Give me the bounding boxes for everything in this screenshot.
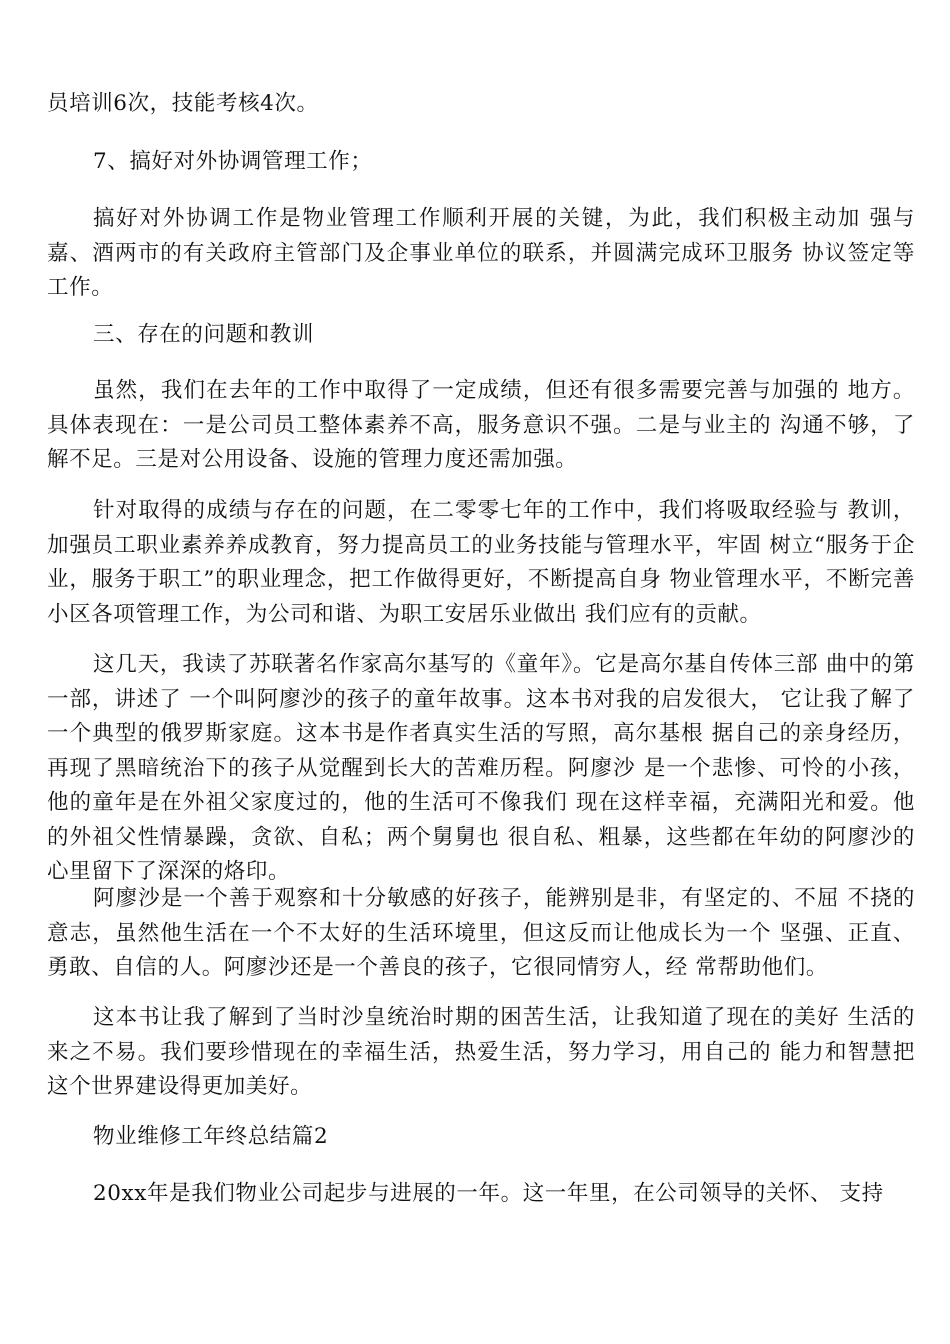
document-heading-part-2: 物业维修工年终总结篇2 — [93, 1124, 329, 1149]
paragraph-book-reflection: 这本书让我了解到了当时沙皇统治时期的困苦生活，让我知道了现在的美好 生活的来之不易。我们要珍惜现在的幸福生活，热爱生活，努力学习，用自己的 能力和智慧把这个世界建设得更加美好。 — [47, 1005, 915, 1099]
section-heading-problems-lessons: 三、存在的问题和教训 — [93, 322, 315, 347]
section-heading-external-coordination: 7、搞好对外协调管理工作； — [93, 149, 373, 174]
paragraph-childhood-book: 这几天，我读了苏联著名作家高尔基写的《童年》。它是高尔基自传体三部 曲中的第一部，讲述了 一个叫阿廖沙的孩子的童年故事。这本书对我的启发很大， 它让我了解了一个典型的俄罗斯家庭。这本书是作者真实生活的写照，高尔基根 据自己的亲身经历，再现了黑暗统治下的孩子从觉醒到长大的苦难历程。阿廖沙 是一个悲惨、可怜的小孩，他的童年是在外祖父家度过的，他的生活可不像我们 现在这样幸福，充满阳光和爱。他的外祖父性情暴躁，贪欲、自私；两个舅舅也 很自私、粗暴，这些都在年幼的阿廖沙的心里留下了深深的烙印。 — [47, 652, 915, 884]
paragraph-external-coordination: 搞好对外协调工作是物业管理工作顺利开展的关键，为此，我们积极主动加 强与嘉、酒两市的有关政府主管部门及企事业单位的联系，并圆满完成环卫服务 协议签定等工作。 — [47, 206, 915, 300]
paragraph-improvement-plan: 针对取得的成绩与存在的问题，在二零零七年的工作中，我们将吸取经验与 教训，加强员工职业素养养成教育，努力提高员工的业务技能与管理水平，牢固 树立“服务于企业，服务于职工”的职业理念，把工作做得更好，不断提高自身 物业管理水平，不断完善小区各项管理工作，为公司和谐、为职工安居乐业做出 我们应有的贡献。 — [47, 498, 915, 627]
paragraph-problems: 虽然，我们在去年的工作中取得了一定成绩，但还有很多需要完善与加强的 地方。具体表现在：一是公司员工整体素养不高，服务意识不强。二是与业主的 沟通不够，了解不足。三是对公用设备、设施的管理力度还需加强。 — [47, 378, 915, 472]
paragraph-training-count: 员培训6次，技能考核4次。 — [47, 91, 319, 116]
paragraph-year-summary-start: 20xx年是我们物业公司起步与进展的一年。这一年里，在公司领导的关怀、 支持 — [93, 1181, 884, 1206]
paragraph-alyosha-character: 阿廖沙是一个善于观察和十分敏感的好孩子，能辨别是非，有坚定的、不屈 不挠的意志，虽然他生活在一个不太好的生活环境里，但这反而让他成长为一个 坚强、正直、勇敢、自信的人。阿廖沙还是一个善良的孩子，它很同情穷人，经 常帮助他们。 — [47, 886, 915, 980]
